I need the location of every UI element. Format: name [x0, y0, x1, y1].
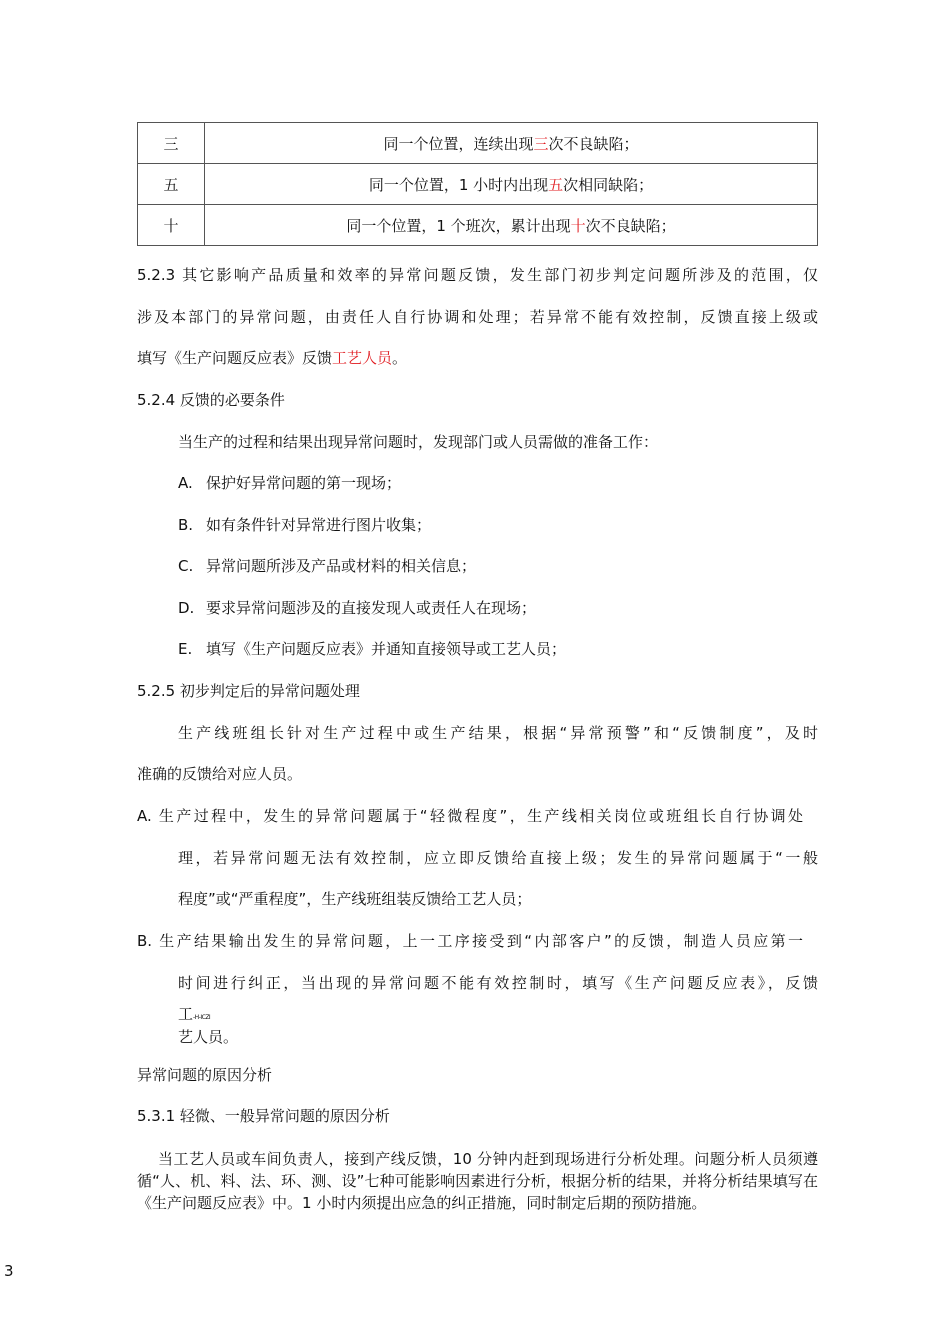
- item-a-line3: 程度”或“严重程度”，生产线班组装反馈给工艺人员；: [178, 890, 532, 908]
- table-row: [138, 164, 818, 205]
- item-a-line1: A. 生产过程中，发生的异常问题属于“轻微程度”，生产线相关岗位或班组长自行协调处: [137, 807, 803, 825]
- list-item: C. 异常问题所涉及产品或材料的相关信息；: [178, 557, 477, 575]
- section-531-heading: 5.3.1 轻微、一般异常问题的原因分析: [137, 1107, 390, 1125]
- section-525-heading: 5.2.5 初步判定后的异常问题处理: [137, 682, 360, 700]
- highlight-text: 十: [570, 216, 586, 235]
- row-count-cell: 五: [138, 164, 205, 205]
- paragraph-523-line3: 填写《生产问题反应表》反馈工艺人员。: [137, 349, 408, 367]
- table-row: [138, 205, 818, 246]
- item-b-line1: B. 生产结果输出发生的异常问题，上一工序接受到“内部客户”的反馈，制造人员应第一: [137, 932, 803, 950]
- item-b-line4: 艺人员。: [178, 1028, 239, 1046]
- paragraph-523-line2: 涉及本部门的异常问题，由责任人自行协调和处理；若异常不能有效控制，反馈直接上级或: [137, 308, 818, 326]
- paragraph-523-line1: 5.2.3 其它影响产品质量和效率的异常问题反馈，发生部门初步判定问题所涉及的范围，仅: [137, 266, 818, 284]
- paragraph-525-line2: 准确的反馈给对应人员。: [137, 765, 303, 783]
- paragraph-531: 当工艺人员或车间负责人，接到产线反馈，10 分钟内赶到现场进行分析处理。问题分析人员须遵循“人、机、料、法、环、测、设”七种可能影响因素进行分析，根据分析的结果，并将分析结果填写在《生产问题反应表》中。1 小时内须提出应急的纠正措施，同时制定后期的预防措施。: [137, 1150, 818, 1212]
- row-description-cell: 同一个位置，1 小时内出现五次相同缺陷；: [205, 164, 818, 205]
- row-description-cell: 同一个位置，连续出现三次不良缺陷；: [205, 123, 818, 164]
- item-b-line3: 工-H-ICZI: [178, 1005, 211, 1023]
- list-item: A. 保护好异常问题的第一现场；: [178, 474, 402, 492]
- paragraph-525-line1: 生产线班组长针对生产过程中或生产结果，根据“异常预警”和“反馈制度”，及时: [178, 724, 818, 742]
- section-524-heading: 5.2.4 反馈的必要条件: [137, 391, 285, 409]
- highlight-text: 五: [548, 175, 564, 194]
- page-number: 3: [4, 1262, 14, 1280]
- threshold-table: [137, 122, 818, 246]
- garbled-mark: -H-ICZI: [193, 1014, 211, 1021]
- list-item: D. 要求异常问题涉及的直接发现人或责任人在现场；: [178, 599, 537, 617]
- list-item: E. 填写《生产问题反应表》并通知直接领导或工艺人员；: [178, 640, 567, 658]
- section-524-intro: 当生产的过程和结果出现异常问题时，发现部门或人员需做的准备工作：: [178, 433, 659, 451]
- row-description-cell: 同一个位置，1 个班次，累计出现十次不良缺陷；: [205, 205, 818, 246]
- row-count-cell: 三: [138, 123, 205, 164]
- item-a-line2: 理，若异常问题无法有效控制，应立即反馈给直接上级；发生的异常问题属于“一般: [178, 849, 818, 867]
- item-b-line2: 时间进行纠正，当出现的异常问题不能有效控制时，填写《生产问题反应表》，反馈: [178, 974, 818, 992]
- section-53-heading: 异常问题的原因分析: [137, 1066, 273, 1084]
- table-row: [138, 123, 818, 164]
- row-count-cell: 十: [138, 205, 205, 246]
- highlight-text: 工艺人员: [332, 349, 393, 367]
- list-item: B. 如有条件针对异常进行图片收集；: [178, 516, 432, 534]
- highlight-text: 三: [533, 134, 549, 153]
